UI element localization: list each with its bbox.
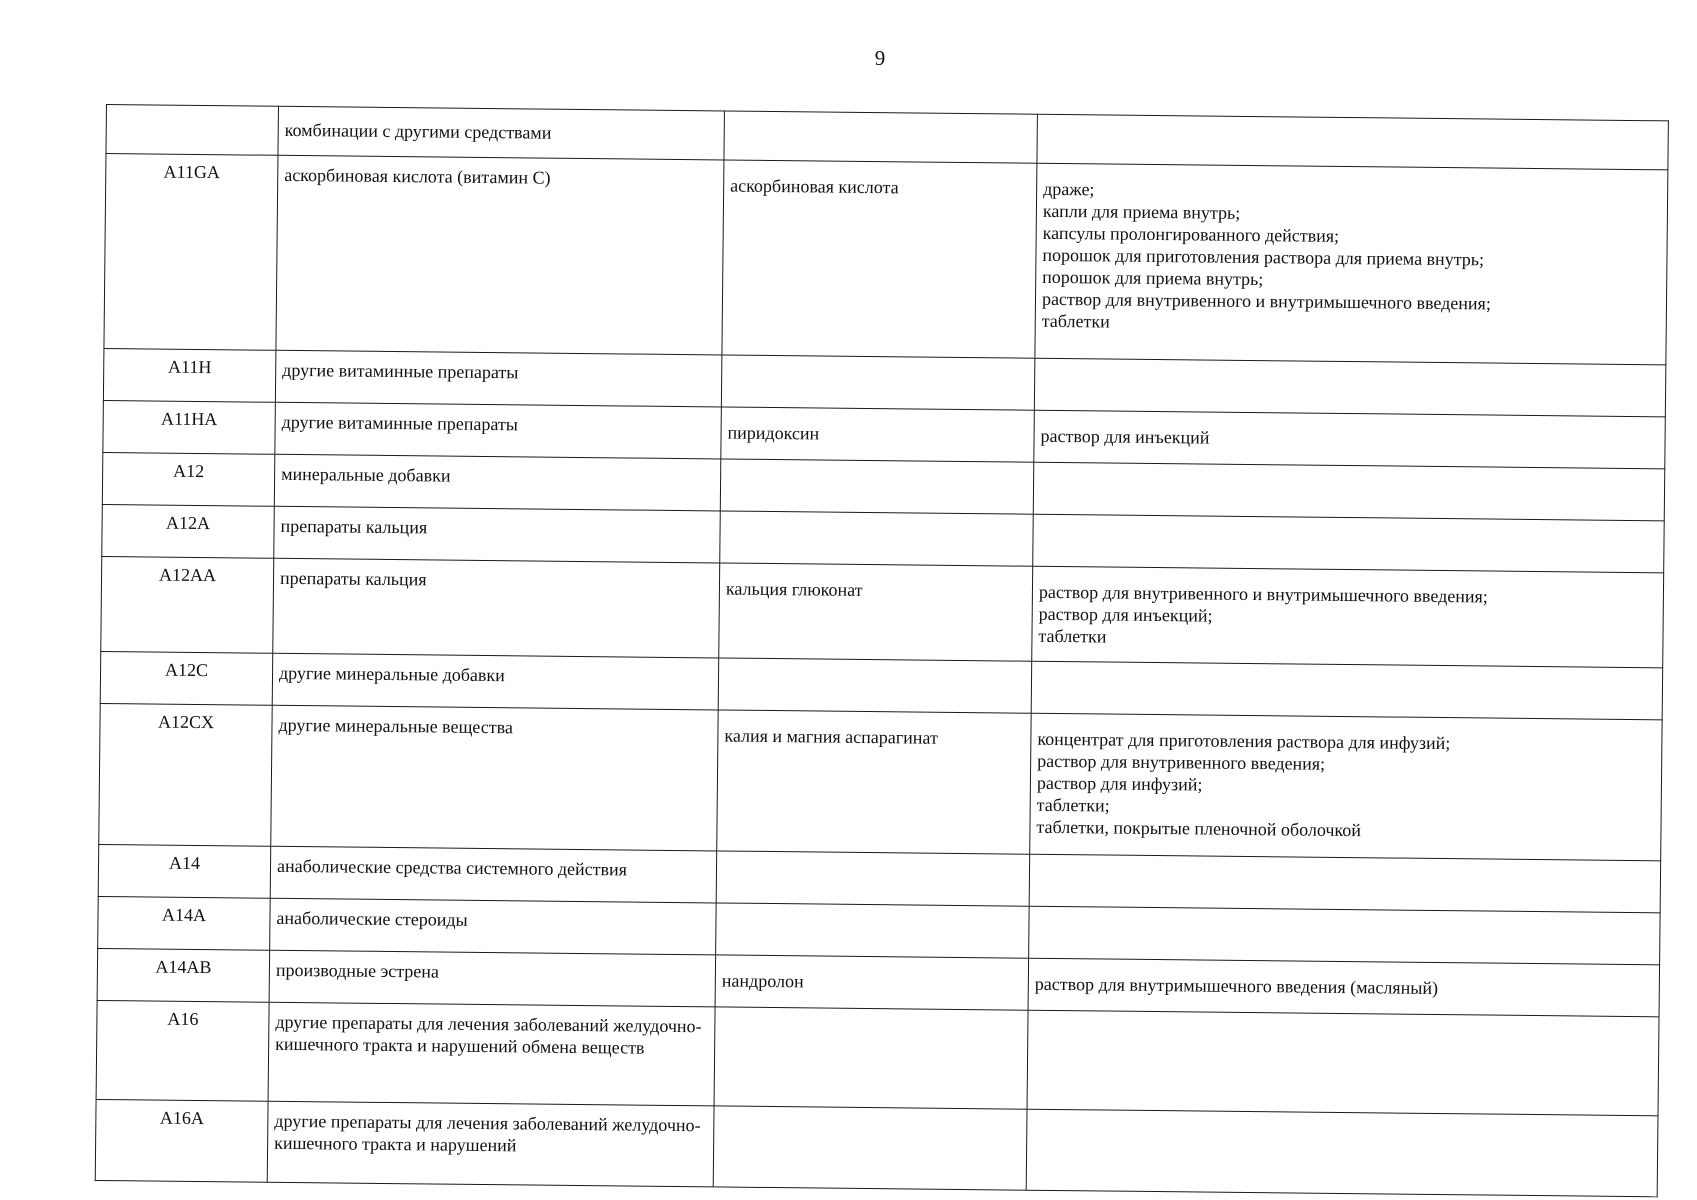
- drug-name-cell: [718, 658, 1032, 713]
- drug-name-cell: [713, 1106, 1027, 1190]
- atc-group-cell: аскорбиновая кислота (витамин С): [276, 155, 724, 355]
- atc-group-cell: другие витаминные препараты: [275, 350, 722, 407]
- dosage-form-cell: [1033, 514, 1665, 573]
- dosage-form-cell: драже; капли для приема внутрь; капсулы пролонгированного действия; порошок для приготовления раствора для приема внутрь; порошок для приема внутрь; раствор для внутривенного и внутримышечного введения; таблетки: [1035, 163, 1668, 365]
- dosage-form-cell: раствор для внутривенного и внутримышечного введения; раствор для инъекций; таблетки: [1032, 566, 1664, 668]
- atc-code-cell: A16: [96, 1000, 269, 1101]
- drug-name-cell: нандролон: [715, 955, 1029, 1010]
- dosage-form-cell: [1026, 1109, 1658, 1197]
- atc-code-cell: A12: [102, 452, 275, 506]
- atc-code-cell: A14AB: [97, 948, 270, 1002]
- dosage-form-cell: [1029, 854, 1661, 913]
- drug-name-cell: аскорбиновая кислота: [722, 160, 1037, 358]
- dosage-form-cell: [1033, 462, 1665, 521]
- page-number: 9: [874, 46, 886, 70]
- atc-group-cell: другие минеральные добавки: [272, 653, 719, 710]
- table-row: [99, 703, 1662, 860]
- atc-group-cell: препараты кальция: [274, 506, 721, 563]
- dosage-form-cell: [1027, 1010, 1659, 1116]
- drug-name-cell: [716, 851, 1030, 906]
- drug-classification-table: [95, 104, 1669, 1197]
- atc-group-cell: производные эстрена: [269, 950, 716, 1007]
- drug-table-container: [95, 104, 1668, 1197]
- atc-group-cell: другие препараты для лечения заболеваний желудочно-кишечного тракта и нарушений обмена веществ: [268, 1002, 715, 1106]
- atc-group-cell: анаболические средства системного действия: [270, 846, 717, 903]
- dosage-form-cell: [1034, 358, 1666, 417]
- atc-code-cell: A11HA: [103, 400, 276, 454]
- dosage-form-cell: [1029, 906, 1661, 965]
- table-row: [104, 154, 1668, 365]
- drug-name-cell: [721, 355, 1035, 410]
- atc-code-cell: [106, 105, 279, 156]
- atc-code-cell: A12C: [100, 651, 273, 705]
- dosage-form-cell: [1031, 661, 1663, 720]
- atc-code-cell: A12AA: [101, 556, 274, 653]
- atc-group-cell: анаболические стероиды: [270, 898, 717, 955]
- atc-group-cell: минеральные добавки: [274, 454, 721, 511]
- atc-code-cell: A12CX: [99, 703, 272, 846]
- table-row: [95, 1099, 1658, 1196]
- drug-name-cell: [720, 511, 1034, 566]
- atc-group-cell: другие минеральные вещества: [271, 705, 718, 851]
- drug-name-cell: [714, 1007, 1028, 1109]
- table-row: [101, 556, 1664, 667]
- atc-code-cell: A11GA: [104, 154, 278, 351]
- drug-name-cell: калия и магния аспарагинат: [717, 710, 1031, 854]
- atc-code-cell: A14A: [98, 896, 271, 950]
- dosage-form-cell: [1037, 114, 1668, 170]
- atc-code-cell: A16A: [95, 1099, 268, 1182]
- dosage-form-cell: раствор для внутримышечного введения (масляный): [1028, 958, 1660, 1017]
- atc-group-cell: другие препараты для лечения заболеваний желудочно-кишечного тракта и нарушений: [267, 1101, 714, 1187]
- drug-name-cell: [720, 459, 1034, 514]
- atc-group-cell: комбинации с другими средствами: [278, 106, 724, 160]
- drug-name-cell: пиридоксин: [721, 407, 1035, 462]
- drug-name-cell: [716, 903, 1030, 958]
- dosage-form-cell: концентрат для приготовления раствора для инфузий; раствор для внутривенного введения; раствор для инфузий; таблетки; таблетки, покрытые пленочной оболочкой: [1030, 713, 1662, 861]
- atc-code-cell: A14: [98, 844, 271, 898]
- drug-name-cell: кальция глюконат: [719, 563, 1033, 661]
- atc-group-cell: другие витаминные препараты: [275, 402, 722, 459]
- atc-code-cell: A12A: [102, 504, 275, 558]
- drug-name-cell: [724, 111, 1037, 163]
- atc-code-cell: A11H: [103, 348, 276, 402]
- table-row: [96, 1000, 1659, 1115]
- atc-group-cell: препараты кальция: [273, 558, 720, 658]
- dosage-form-cell: раствор для инъекций: [1034, 410, 1666, 469]
